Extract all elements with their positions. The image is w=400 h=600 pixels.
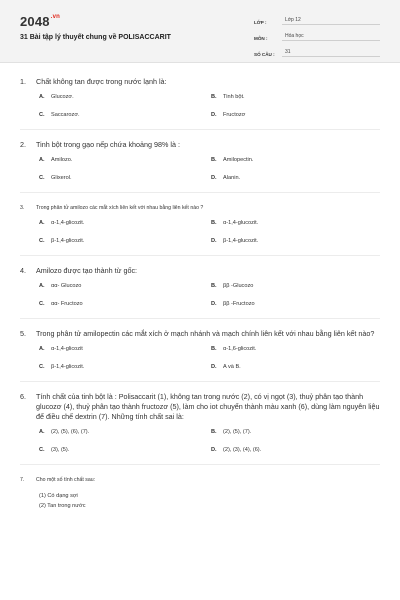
question-7 (20, 475, 380, 511)
meta-label: MÔN : (254, 36, 268, 41)
option-text: β-1,4-glucozit. (223, 238, 259, 244)
meta-label: LỚP : (254, 20, 267, 25)
option-d[interactable] (211, 111, 383, 119)
option-a[interactable] (39, 282, 211, 290)
option-d[interactable] (211, 363, 383, 371)
option-text: ββ -Fructozo (223, 301, 255, 307)
option-label: A. (39, 283, 45, 289)
option-text: Fructozơ (223, 112, 246, 118)
question-3 (20, 203, 380, 245)
option-label: A. (39, 220, 45, 226)
divider (20, 192, 380, 193)
logo-suffix: .vn (50, 14, 61, 20)
option-c[interactable] (39, 174, 211, 182)
question-text: Tính chất của tinh bột là : Polisaccarit (1), không tan trong nước (2), có vị ngọt (3), thuỷ phân tạo thành glucozơ (4), thuỷ phân tạo thành fructozơ (5), làm cho iot chuyển thành màu xanh (6), dùng làm nguyên liệu để điều chế dextrin (7). Những tính chất sai là: (36, 392, 380, 421)
question-header (20, 203, 380, 213)
option-label: C. (39, 301, 45, 307)
question-number: 7. (20, 477, 25, 483)
divider (20, 381, 380, 382)
option-label: A. (39, 94, 45, 100)
meta-value: Lớp 12 (282, 17, 380, 25)
divider (20, 318, 380, 319)
option-label: A. (39, 429, 45, 435)
meta-info (254, 12, 380, 60)
option-text: (2), (5), (6), (7). (51, 429, 90, 435)
question-header (20, 77, 380, 87)
question-4 (20, 266, 380, 308)
option-b[interactable] (211, 428, 383, 436)
logo-text: 2048 (20, 14, 50, 29)
option-text: Glixerol. (51, 175, 72, 181)
option-b[interactable] (211, 156, 383, 164)
option-text: Alanin. (223, 175, 241, 181)
option-text: β-1,4-glicozit. (51, 238, 85, 244)
question-text: Tinh bột trong gạo nếp chứa khoảng 98% là : (36, 140, 181, 149)
option-b[interactable] (211, 93, 383, 101)
option-list (20, 345, 380, 371)
option-text: (2), (3), (4), (6). (223, 447, 262, 453)
option-text: αα- Fructozo (51, 301, 83, 307)
divider (20, 129, 380, 130)
meta-label: SỐ CÂU : (254, 52, 275, 57)
option-label: B. (211, 94, 217, 100)
option-b[interactable] (211, 219, 383, 227)
option-text: ββ -Glucozo (223, 283, 254, 289)
option-a[interactable] (39, 156, 211, 164)
option-list (20, 282, 380, 308)
question-number: 3. (20, 205, 25, 211)
option-a[interactable] (39, 428, 211, 436)
option-label: B. (211, 346, 217, 352)
question-header (20, 140, 380, 150)
option-label: B. (211, 157, 217, 163)
divider (20, 255, 380, 256)
option-text: αα- Glucozo (51, 283, 82, 289)
header (0, 0, 400, 63)
question-header (20, 392, 380, 422)
option-list (20, 219, 380, 245)
option-text: α-1,6-glicozit. (223, 346, 257, 352)
question-list (0, 63, 400, 511)
option-d[interactable] (211, 446, 383, 454)
option-list (20, 428, 380, 454)
option-label: B. (211, 429, 217, 435)
option-label: D. (211, 447, 217, 453)
meta-value: Hóa học (282, 33, 380, 41)
question-2 (20, 140, 380, 182)
option-d[interactable] (211, 174, 383, 182)
option-label: C. (39, 175, 45, 181)
option-c[interactable] (39, 446, 211, 454)
meta-row-count (254, 44, 380, 57)
option-a[interactable] (39, 345, 211, 353)
meta-row-subject (254, 28, 380, 41)
site-logo[interactable] (20, 14, 60, 29)
option-text: A và B. (223, 364, 241, 370)
option-label: A. (39, 346, 45, 352)
option-list (20, 156, 380, 182)
option-d[interactable] (211, 237, 383, 245)
question-number: 6. (20, 392, 26, 401)
option-label: B. (211, 220, 217, 226)
question-text: Trong phân tử amilopectin các mắt xích ở mạch nhánh và mạch chính liên kết với nhau bằng liên kết nào? (36, 329, 375, 338)
option-label: C. (39, 447, 45, 453)
option-label: D. (211, 364, 217, 370)
question-text: Chất không tan được trong nước lạnh là: (36, 77, 167, 86)
question-text: Amilozo được tạo thành từ gốc: (36, 266, 138, 275)
option-label: D. (211, 112, 217, 118)
divider (20, 464, 380, 465)
option-text: Saccarozơ. (51, 112, 80, 118)
option-text: α-1,4-glucozit. (223, 220, 259, 226)
option-label: D. (211, 175, 217, 181)
option-label: A. (39, 157, 45, 163)
question-header (20, 475, 380, 485)
option-c[interactable] (39, 300, 211, 308)
option-text: (3), (5). (51, 447, 70, 453)
option-text: Amilozo. (51, 157, 73, 163)
option-c[interactable] (39, 237, 211, 245)
option-text: (2), (5), (7). (223, 429, 252, 435)
option-d[interactable] (211, 300, 383, 308)
option-text: α-1,4-glicozit. (51, 220, 85, 226)
option-b[interactable] (211, 282, 383, 290)
page-title: 31 Bài tập lý thuyết chung về POLISACCARIT (20, 34, 171, 41)
option-b[interactable] (211, 345, 383, 353)
statement-line: (1) Có dạng sợi (39, 493, 78, 499)
question-1 (20, 77, 380, 119)
question-text: Trong phân tử amilozo các mắt xích liên kết với nhau bằng liên kết nào ? (36, 205, 204, 211)
option-label: C. (39, 364, 45, 370)
option-c[interactable] (39, 111, 211, 119)
option-label: C. (39, 112, 45, 118)
option-text: Tinh bột. (223, 94, 245, 100)
option-label: C. (39, 238, 45, 244)
meta-value: 31 (282, 49, 380, 57)
option-text: β-1,4-glicozit. (51, 364, 85, 370)
question-number: 2. (20, 140, 26, 149)
question-text: Cho một số tính chất sau: (36, 477, 96, 483)
option-a[interactable] (39, 93, 211, 101)
meta-row-class (254, 12, 380, 25)
option-label: B. (211, 283, 217, 289)
question-number: 4. (20, 266, 26, 275)
question-header (20, 329, 380, 339)
option-label: D. (211, 238, 217, 244)
question-number: 1. (20, 77, 26, 86)
question-number: 5. (20, 329, 26, 338)
option-text: Glucozơ. (51, 94, 74, 100)
question-6 (20, 392, 380, 454)
option-list (20, 93, 380, 119)
option-a[interactable] (39, 219, 211, 227)
question-header (20, 266, 380, 276)
option-text: α-1,4-glicozit (51, 346, 83, 352)
option-label: D. (211, 301, 217, 307)
statement-line: (2) Tan trong nước (39, 503, 86, 509)
question-5 (20, 329, 380, 371)
option-text: Amilopectin. (223, 157, 254, 163)
option-c[interactable] (39, 363, 211, 371)
